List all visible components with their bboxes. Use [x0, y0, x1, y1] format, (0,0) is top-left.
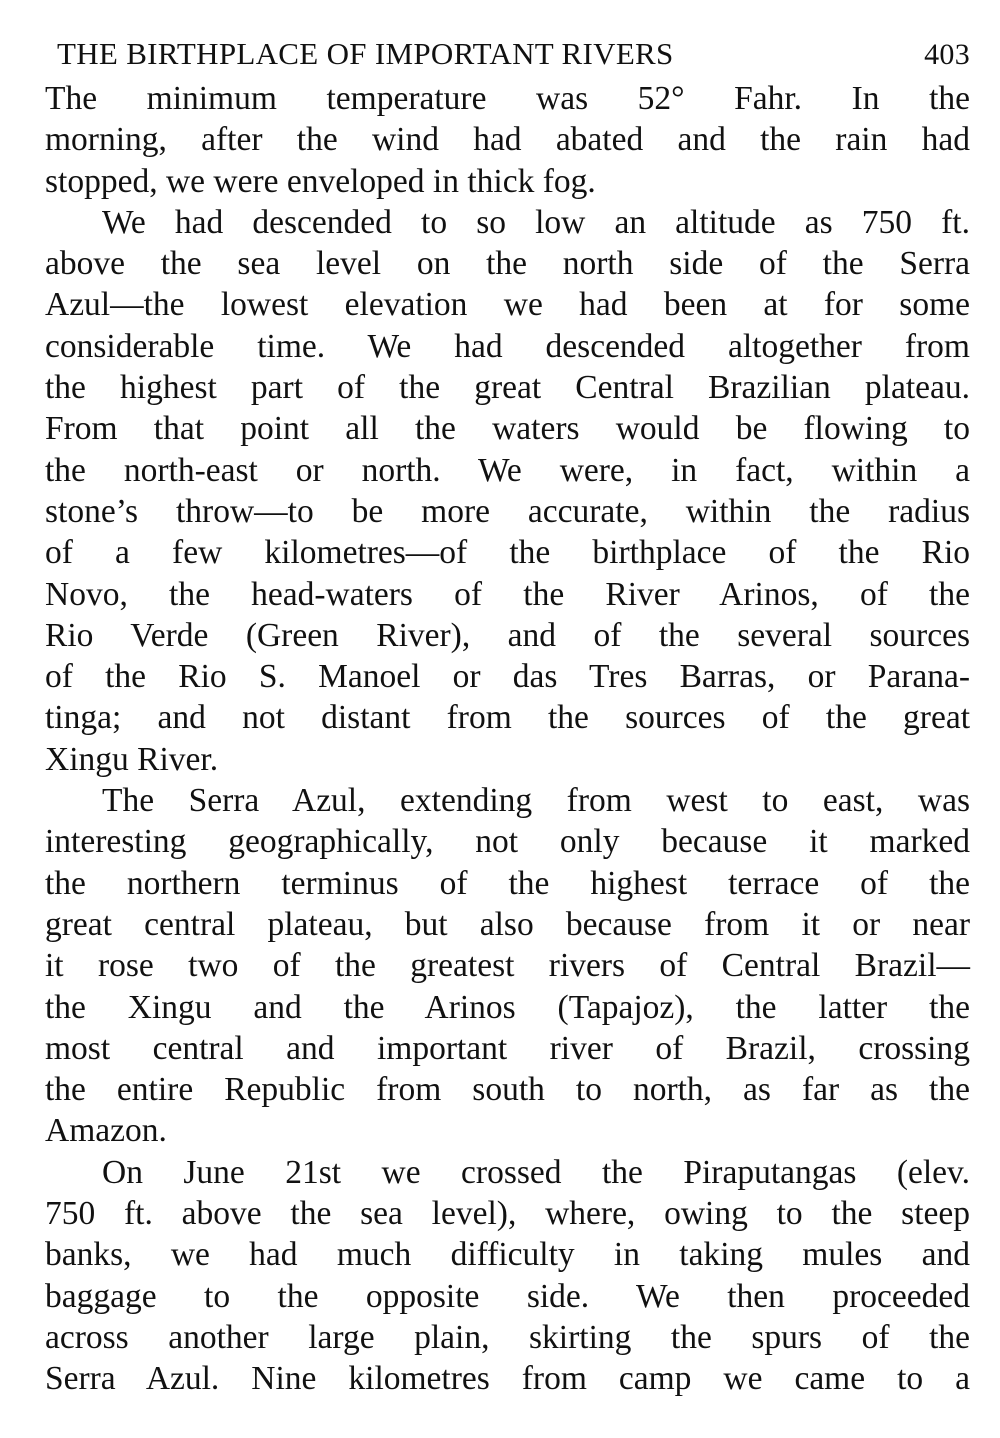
text-line: of a few kilometres—of the birthplace of the Rio	[45, 534, 970, 572]
text-line: interesting geographically, not only because it marked	[45, 823, 970, 861]
paragraph	[45, 202, 970, 780]
text-line: On June 21st we crossed the Piraputangas (elev.	[102, 1153, 970, 1191]
paragraph	[45, 780, 970, 1152]
text-line: above the sea level on the north side of the Serra	[45, 245, 970, 283]
text-line: We had descended to so low an altitude as 750 ft.	[102, 203, 970, 241]
text-line: the north-east or north. We were, in fact, within a	[45, 451, 970, 489]
book-page	[45, 34, 970, 1400]
text-line: great central plateau, but also because from it or near	[45, 905, 970, 943]
text-line: Amazon.	[45, 1112, 167, 1150]
text-line: The minimum temperature was 52° Fahr. In the	[45, 80, 970, 117]
text-line: stopped, we were enveloped in thick fog.	[45, 162, 596, 200]
text-line: 750 ft. above the sea level), where, owing to the steep	[45, 1195, 970, 1233]
text-line: Azul—the lowest elevation we had been at for some	[45, 286, 970, 324]
text-line: the northern terminus of the highest terrace of the	[45, 864, 970, 902]
text-line: considerable time. We had descended altogether from	[45, 327, 970, 365]
text-line: the entire Republic from south to north, as far as the	[45, 1071, 970, 1109]
text-line: baggage to the opposite side. We then proceeded	[45, 1277, 970, 1315]
text-line: tinga; and not distant from the sources of the great	[45, 699, 970, 737]
text-line: of the Rio S. Manoel or das Tres Barras, or Parana-	[45, 658, 970, 696]
text-line: From that point all the waters would be flowing to	[45, 410, 970, 448]
text-line: Xingu River.	[45, 740, 219, 778]
body-text	[45, 78, 970, 1400]
text-line: the Xingu and the Arinos (Tapajoz), the latter the	[45, 988, 970, 1026]
text-line: The Serra Azul, extending from west to east, was	[102, 782, 970, 820]
text-line: it rose two of the greatest rivers of Central Brazil—	[45, 947, 970, 985]
text-line: morning, after the wind had abated and the rain had	[45, 121, 970, 159]
paragraph	[45, 1152, 970, 1400]
text-line: stone’s throw—to be more accurate, within the radius	[45, 492, 970, 530]
text-line: Rio Verde (Green River), and of the several sources	[45, 616, 970, 654]
text-line: banks, we had much difficulty in taking mules and	[45, 1236, 970, 1274]
text-line: Serra Azul. Nine kilometres from camp we came to a	[45, 1360, 970, 1398]
paragraph	[45, 78, 970, 202]
text-line: the highest part of the great Central Brazilian plateau.	[45, 369, 970, 407]
page-number: 403	[924, 38, 970, 71]
text-line: Novo, the head-waters of the River Arinos, of the	[45, 575, 970, 613]
running-head: THE BIRTHPLACE OF IMPORTANT RIVERS	[57, 36, 674, 71]
text-line: across another large plain, skirting the spurs of the	[45, 1318, 970, 1356]
page-header	[45, 34, 970, 78]
text-line: most central and important river of Brazil, crossing	[45, 1029, 970, 1067]
